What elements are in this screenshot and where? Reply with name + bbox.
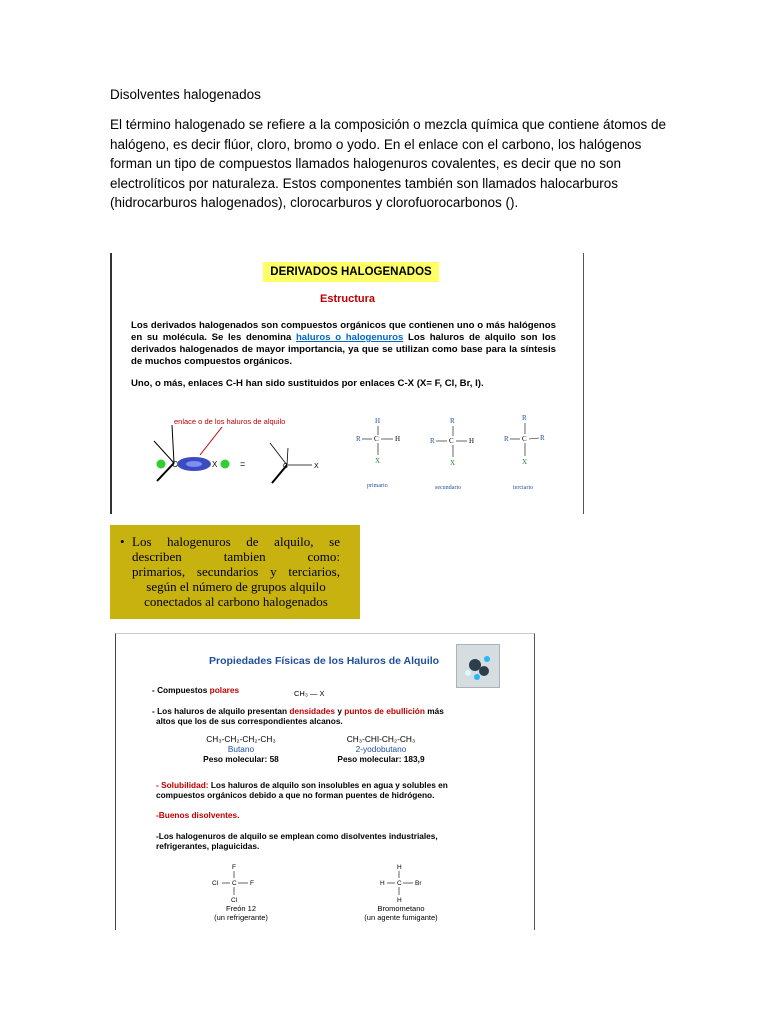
bromometano-name: Bromometano	[377, 904, 425, 913]
halogenuros-callout	[110, 525, 360, 619]
svg-text:H: H	[395, 435, 401, 443]
secondary-structure-icon	[430, 417, 474, 467]
structures-diagram	[112, 403, 582, 513]
wedge-structure-icon	[270, 443, 319, 483]
good-solvents-line: -Buenos disolventes.	[156, 810, 240, 820]
paragraph-line: electrolíticos por naturaleza. Estos componentes también son llamados halocarburos	[110, 175, 619, 191]
polar-compounds-line: - Compuestos polares	[152, 685, 240, 695]
svg-text:F: F	[232, 864, 236, 871]
yodobutano-weight: Peso molecular: 183,9	[337, 754, 425, 764]
svg-text:X: X	[450, 459, 456, 467]
solubility-line-2: compuestos orgánicos debido a que no forman puentes de hidrógeno.	[156, 790, 435, 800]
callout-line: conectados al carbono halogenados	[144, 594, 328, 609]
secundario-label: secundario	[435, 485, 461, 491]
bond-label: enlace o de los haluros de alquilo	[174, 417, 286, 426]
svg-text:H: H	[380, 880, 385, 887]
primario-label: primario	[367, 483, 388, 489]
primary-structure-icon	[356, 417, 400, 465]
equivalence-sign: =	[240, 459, 246, 469]
callout-line: describen tambien como:	[132, 549, 340, 564]
label-arrow	[200, 427, 222, 455]
orbital-model-icon	[154, 425, 230, 481]
paragraph-line: El término halogenado se refiere a la composición o mezcla química que contiene átomos de	[110, 117, 667, 132]
slide-title: Propiedades Físicas de los Haluros de Alquilo	[209, 655, 440, 667]
freon-name: Freón 12	[225, 904, 257, 913]
slide-title: DERIVADOS HALOGENADOS	[263, 262, 439, 282]
svg-text:R: R	[504, 435, 509, 443]
svg-text:X: X	[314, 463, 319, 470]
svg-text:C: C	[449, 437, 454, 445]
butano-formula: CH₃-CH₂-CH₂-CH₃	[206, 734, 276, 744]
svg-text:Br: Br	[415, 880, 422, 887]
svg-text:C: C	[232, 880, 237, 887]
svg-text:R: R	[450, 417, 455, 425]
svg-text:C: C	[397, 880, 402, 887]
svg-text:F: F	[250, 880, 254, 887]
svg-text:C: C	[172, 460, 178, 469]
svg-text:X: X	[212, 460, 218, 469]
butano-name: Butano	[227, 744, 255, 754]
solubility-line: - Solubilidad: Los haluros de alquilo son insolubles en agua y solubles en	[156, 780, 448, 790]
svg-text:X: X	[375, 457, 381, 465]
svg-text:R: R	[356, 435, 361, 443]
paragraph-line: (hidrocarburos halogenados), clorocarburos y clorofuorocarbonos ().	[110, 195, 519, 210]
density-line: - Los haluros de alquilo presentan densidades y puntos de ebullición más	[152, 706, 444, 716]
slide-derivados-halogenados	[110, 253, 584, 514]
callout-text	[132, 534, 340, 609]
callout-line: según el número de grupos alquilo	[146, 579, 326, 594]
document-heading: Disolventes halogenados	[110, 87, 261, 102]
callout-line: primarios, secundarios y terciarios,	[132, 564, 340, 579]
body-text-part: Los derivados halogenados son compuestos orgánicos que contienen uno o más halógenos en su molécula. Se les denomina	[131, 320, 556, 343]
bromometano-use: (un agente fumigante)	[364, 913, 438, 922]
tertiary-structure-icon	[504, 414, 545, 466]
paragraph-line: forman un tipo de compuestos llamados halogenuros covalentes, es decir que no son	[110, 156, 622, 171]
svg-text:C: C	[374, 435, 379, 443]
slide-body-text	[131, 320, 556, 368]
svg-text:X: X	[522, 458, 528, 466]
bullet: •	[120, 534, 125, 549]
body-text-part: Los haluros de alquilo son los derivados halogenados de mayor importancia, ya que se utilizan como base para la síntesis de muchos compuestos orgánicos.	[131, 332, 556, 367]
uses-line-2: refrigerantes, plaguicidas.	[156, 841, 260, 851]
haluros-link[interactable]: haluros o halogenuros	[295, 332, 404, 343]
yodobutano-formula: CH₃-CHI-CH₂-CH₃	[346, 734, 416, 744]
svg-text:H: H	[469, 437, 475, 445]
svg-text:Cl: Cl	[212, 880, 219, 887]
callout-line: Los halogenuros de alquilo, se	[132, 534, 340, 549]
polar-formula: CH₃ — X	[294, 689, 325, 698]
svg-text:C: C	[283, 463, 289, 470]
svg-text:Cl: Cl	[231, 897, 238, 904]
svg-text:R: R	[522, 414, 527, 422]
substitution-statement: Uno, o más, enlaces C-H han sido sustituidos por enlaces C-X (X= F, Cl, Br, I).	[131, 378, 484, 389]
terciario-label: terciario	[513, 485, 533, 491]
slide-subtitle: Estructura	[319, 293, 376, 305]
uses-line: -Los halogenuros de alquilo se emplean como disolventes industriales,	[156, 831, 438, 841]
svg-text:H: H	[397, 897, 402, 904]
density-line-2: altos que los de sus correspondientes alcanos.	[156, 716, 343, 726]
yodobutano-name: 2-yodobutano	[355, 744, 407, 754]
svg-text:H: H	[397, 864, 402, 871]
paragraph-line: halógeno, es decir flúor, cloro, bromo o yodo. En el enlace con el carbono, los halógenos	[110, 136, 642, 152]
freon-use: (un refrigerante)	[214, 913, 268, 922]
svg-text:C: C	[522, 435, 527, 443]
svg-text:H: H	[375, 417, 381, 425]
svg-text:R: R	[540, 434, 545, 442]
svg-text:R: R	[430, 437, 435, 445]
butano-weight: Peso molecular: 58	[203, 754, 279, 764]
molecule-model-icon	[456, 644, 500, 688]
intro-paragraph	[110, 115, 667, 213]
slide-propiedades-fisicas	[115, 633, 535, 930]
